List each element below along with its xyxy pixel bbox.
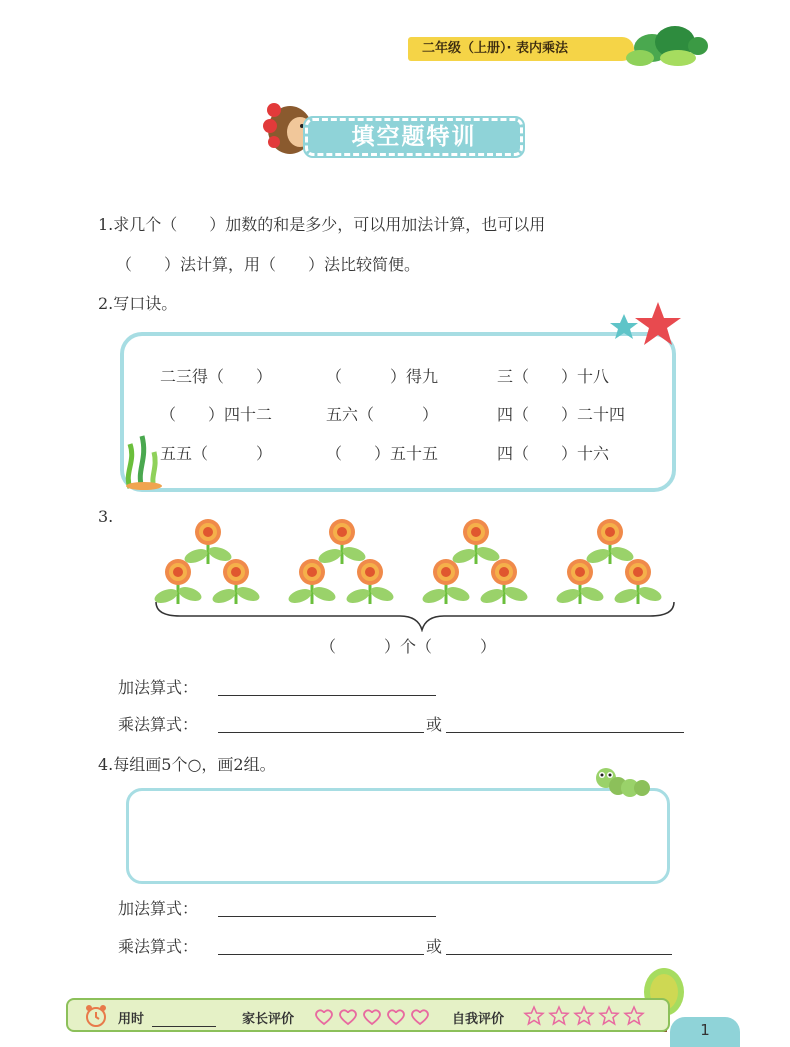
q3-mul-answer-line-2[interactable] [446, 732, 684, 733]
time-answer-line[interactable] [152, 1026, 216, 1027]
parent-eval-label: 家长评价 [242, 1012, 295, 1027]
q4-mul-answer-line-1[interactable] [218, 954, 424, 955]
q3-or: 或 [426, 715, 443, 734]
q4-mul-label: 乘法算式： [118, 937, 199, 956]
q1-line2: （ ）法计算，用（ ）法比较简便。 [116, 255, 421, 274]
heart-icon [340, 1010, 356, 1024]
q3-count: （ ）个（ ） [320, 637, 497, 656]
star-icon [550, 1007, 568, 1024]
rhyme-cell: 三（ ）十八 [497, 367, 610, 386]
q3-add-answer-line[interactable] [218, 695, 436, 696]
q4-mul-answer-line-2[interactable] [446, 954, 672, 955]
starfish-icon [604, 300, 684, 352]
q4-add-answer-line[interactable] [218, 916, 436, 917]
trees-icon [620, 24, 710, 66]
header-title: 二年级（上册）· 表内乘法 [408, 37, 634, 61]
rhyme-cell: 二三得（ ） [160, 367, 273, 386]
q1-line1: 1.求几个（ ）加数的和是多少，可以用加法计算，也可以用 [98, 215, 546, 234]
caterpillar-icon [592, 764, 656, 800]
star-icon [625, 1007, 643, 1024]
heart-icon [388, 1010, 404, 1024]
brace [156, 602, 674, 630]
q3-add-label: 加法算式： [118, 678, 199, 697]
rhyme-cell: 四（ ）二十四 [497, 405, 626, 424]
self-eval-label: 自我评价 [452, 1012, 505, 1027]
time-label: 用时 [118, 1012, 145, 1027]
section-title: 填空题特训 [305, 118, 523, 156]
star-icon [575, 1007, 593, 1024]
q4-or: 或 [426, 937, 443, 956]
heart-icon [364, 1010, 380, 1024]
heart-icon [316, 1010, 332, 1024]
page-number: 1 [670, 1017, 740, 1047]
flowers-illustration [150, 512, 680, 632]
flower-group-1 [153, 519, 262, 606]
rhyme-cell: 五五（ ） [160, 444, 273, 463]
heart-rating[interactable] [312, 1006, 442, 1028]
alarm-clock-icon [84, 1004, 108, 1028]
rhyme-cell: （ ）五十五 [326, 444, 439, 463]
seaweed-icon [122, 432, 164, 490]
rhyme-cell: （ ）得九 [326, 367, 439, 386]
rhyme-cell: （ ）四十二 [160, 405, 273, 424]
q3-mul-label: 乘法算式： [118, 715, 199, 734]
q2-label: 2.写口诀。 [98, 294, 178, 313]
q4-drawing-area[interactable] [126, 788, 670, 884]
star-icon [600, 1007, 618, 1024]
q4-label: 4.每组画5个○，画2组。 [98, 755, 276, 774]
star-rating[interactable] [522, 1004, 652, 1028]
flower-group-4 [555, 519, 664, 606]
q3-label: 3. [98, 507, 114, 526]
star-icon [525, 1007, 543, 1024]
q3-mul-answer-line-1[interactable] [218, 732, 424, 733]
rhyme-cell: 四（ ）十六 [497, 444, 610, 463]
heart-icon [412, 1010, 428, 1024]
flower-group-2 [287, 519, 396, 606]
flower-group-3 [421, 519, 530, 606]
footer-bar [66, 998, 670, 1032]
rhyme-cell: 五六（ ） [326, 405, 439, 424]
q4-add-label: 加法算式： [118, 899, 199, 918]
